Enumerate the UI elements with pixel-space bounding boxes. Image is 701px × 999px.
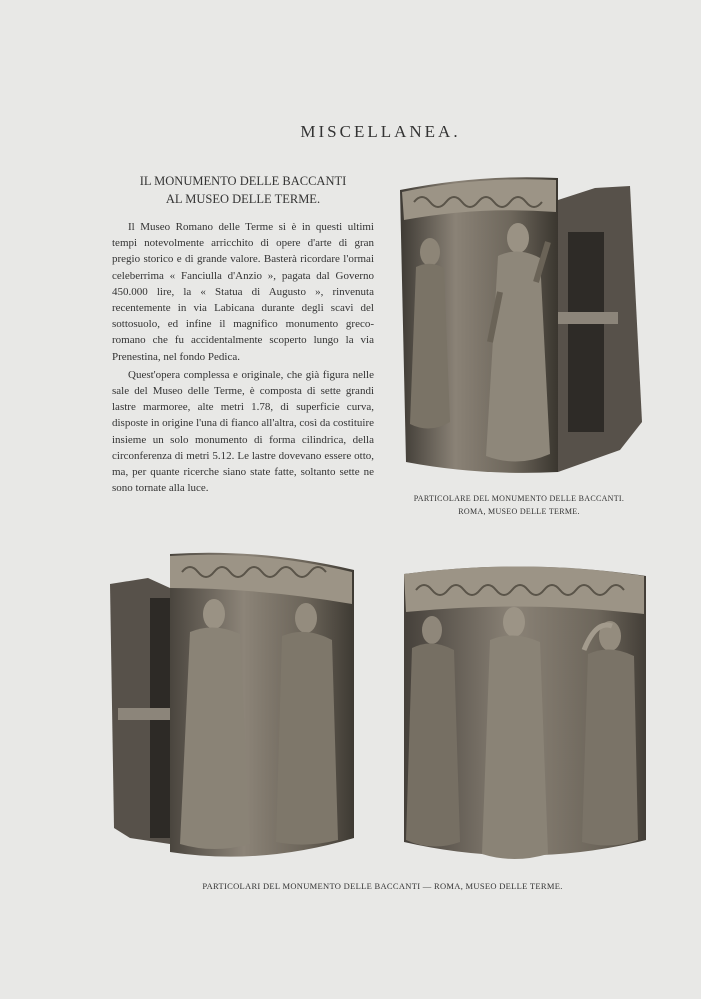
paragraph-1: Il Museo Romano delle Terme si è in questi ultimi tempi notevolmente arricchito di opere d'arte di gran pregio storico e di grande valore. Basterà ricordare l'ormai celeberrima « Fanciulla d'Anzio », pagata dal Governo 450.000 lire, la « Statua di Augusto », rinvenuta recentemente in via Labicana durante degli scavi del sottosuolo, ed infine il magnifico monumento greco-romano che fu accidentalmente scoperto lungo la via Prenestina, nel fondo Pedica. — [112, 221, 374, 363]
top-caption-line2: ROMA, MUSEO DELLE TERME. — [458, 507, 580, 516]
bottom-figure-caption: PARTICOLARI DEL MONUMENTO DELLE BACCANTI — ROMA, MUSEO DELLE TERME. — [202, 881, 563, 891]
article-title-line2: AL MUSEO DELLE TERME. — [165, 192, 321, 206]
relief-photo-top — [390, 172, 646, 478]
article-title-line1: IL MONUMENTO DELLE BACCANTI — [139, 174, 347, 188]
article-body — [112, 219, 374, 496]
top-figure-caption — [388, 492, 650, 518]
relief-photo-bottom-left — [110, 548, 360, 866]
article-title — [112, 172, 374, 208]
relief-photo-bottom-right — [398, 560, 653, 866]
paragraph-2: Quest'opera complessa e originale, che già figura nelle sale del Museo delle Terme, è composta di sette grandi lastre marmoree, alte metri 1.78, di superficie curva, disposte in origine l'una di fianco all'altra, così da costituire insieme un solo monumento di forma cilindrica, della circonferenza di metri 5.12. Le lastre dovevano essere otto, ma, per quante ricerche siano state fatte, soltanto sette ne sono tornate alla luce. — [112, 368, 374, 495]
section-title: MISCELLANEA. — [300, 122, 461, 141]
top-caption-line1: PARTICOLARE DEL MONUMENTO DELLE BACCANTI. — [413, 494, 625, 503]
